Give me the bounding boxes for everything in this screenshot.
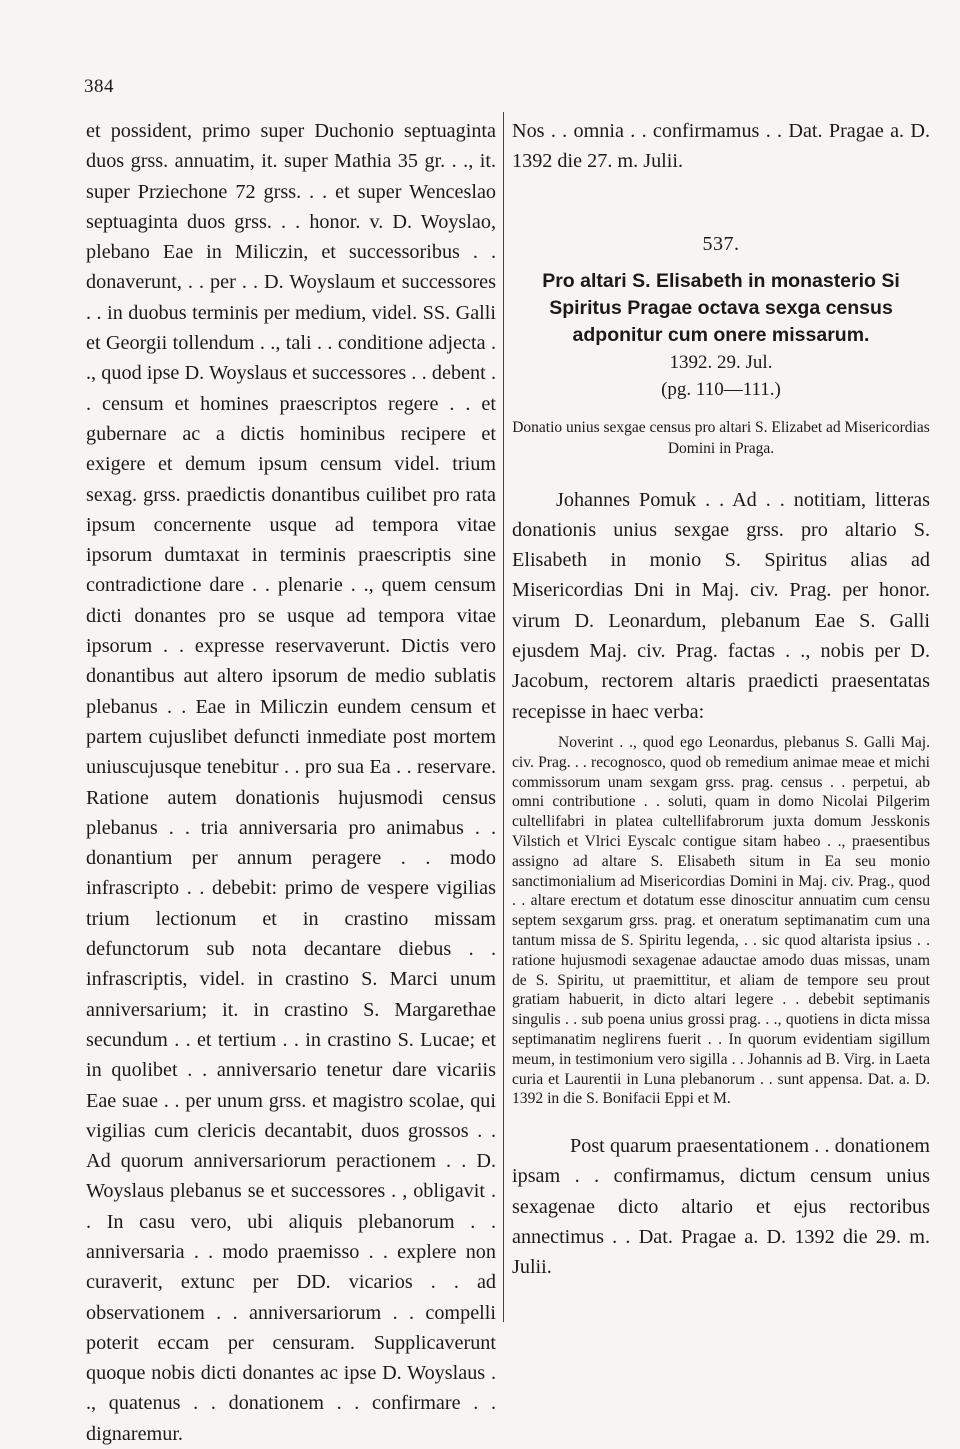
document-intro: Johannes Pomuk . . Ad . . notitiam, litteras donationis unius sexgae grss. pro altario S. Elisabeth in monio S. Spiritus alias ad Misericordias Dni in Maj. civ. Prag. per honor. virum D. Leonardum, plebanum Eae S. Galli ejusdem Maj. civ. Prag. factas . ., nobis per D. Jacobum, rectorem altaris praedicti praesentatas recepisse in haec verba: xyxy=(512,488,930,723)
document-date: 1392. 29. Jul. xyxy=(669,351,773,373)
left-column xyxy=(86,116,496,1449)
document-heading: Pro altari S. Elisabeth in monasterio Si Spiritus Pragae octava sexga census adponitur cum onere missarum. xyxy=(542,269,900,346)
page-number: 384 xyxy=(84,76,114,97)
document-summary: Donatio unius sexgae census pro altari S. Elizabet ad Misericordias Domini in Praga. xyxy=(512,418,930,457)
column-divider xyxy=(503,112,504,1322)
closing-text: Post quarum praesentationem . . donationem ipsam . . confirmamus, dictum censum unius sexagenae dicto altario et ejus rectoribus annectimus . . Dat. Pragae a. D. 1392 die 29. m. Julii. xyxy=(512,1135,930,1279)
right-column xyxy=(512,116,930,1283)
continuation-text: Nos . . omnia . . confirmamus . . Dat. Pragae a. D. 1392 die 27. m. Julii. xyxy=(512,120,930,173)
left-column-text: et possident, primo super Duchonio septuaginta duos grss. annuatim, it. super Mathia 35 gr. . ., it. super Prziechone 72 grss. . . et super Wenceslao septuaginta duos grss. . . honor. v. D. Woyslao, plebano Eae in Miliczin, et successoribus . . donaverunt, . . per . . D. Woyslaum et successores . . in duobus terminis per medium, videl. SS. Galli et Georgii tollendum . ., tali . . conditione adjecta . ., quod ipse D. Woyslaus et successores . . debent . . censum et homines praescriptos regere . . et gubernare ac a dictis hominibus recipere et exigere et demum ipsum censum videl. trium sexag. grss. praedictis donantibus cuilibet pro rata ipsum concernente usque ad tempora vitae ipsorum dumtaxat in terminis praescriptis sine contradictione dare . . plenarie . ., quem censum dicti donantes pro se usque ad tempora vitae ipsorum . . expresse reservaverunt. Dictis vero donantibus aut altero ipsorum de medio sublatis plebanus . . Eae in Miliczin eundem censum et partem cujuslibet defuncti inmediate post mortem uniuscujusque tenebitur . . pro sua Ea . . reservare. Ratione autem donationis hujusmodi census plebanus . . tria anniversaria pro animabus . . donantium per annum peragere . . modo infrascripto . . debebit: primo de vespere vigilias trium lectionum et in crastino missam defunctorum sub nota decantare diebus . . infrascriptis, videl. in crastino S. Marci unum anniversarium; it. in crastino S. Margarethae secundum . . et tertium . . in crastino S. Lucae; et in quolibet . . anniversario tenetur dare vicariis Eae suae . . per unum grss. et magistro scolae, qui vigilias cum clericis decantabit, duos grossos . . Ad quorum anniversariorum peractionem . . D. Woyslaus plebanus se et successores . , obligavit . . In casu vero, ubi aliquis plebanorum . . anniversaria . . modo praemisso . . explere non curaverit, extunc per DD. vicarios . . ad observationem . . anniversariorum . . compelli poterit eccam per censuram. Supplicaverunt quoque nobis dicti donantes ac ipse D. Woyslaus . ., quatenus . . donationem . . confirmare . . dignaremur. xyxy=(86,120,496,1445)
inserted-document: Noverint . ., quod ego Leonardus, plebanus S. Galli Maj. civ. Prag. . . recognosco, quod ob remedium animae meae et michi commissorum unam sexgam grss. prag. census . . perpetui, ab omni contributione . . soluti, quam in domo Nicolai Pilgerim cultellifabri in platea cultellifabrorum juxta domum Jesskonis Vilstich et Vlrici Eyscalc contigue sitam habeo . ., praesentibus assigno ad altare S. Elisabeth situm in Ea seu monio sanctimonialium ad Misericordias Domini in Maj. civ. Prag., quod . . altare erectum et dotatum esse dinoscitur annuatim cum censu septem sexgarum grss. prag. et oneratum septimanatim cum una tantum missa de S. Spiritu legenda, . . sic quod altarista ipsius . . ratione hujusmodi sexagenae adauctae amodo duas missas, unam de S. Spiritu, ut praemittitur, et aliam de tempore seu prout gratiam habuerit, in dicto altari legere . . debebit septimanis singulis . . sub poena unius grossi prag. . ., quotiens in dicta missa septimanatim neglігens fuerit . . In quorum evidentiam sigillum meum, in testimonium vero sigilla . . Johannis ad B. Virg. in Laeta curia et Laurentii in Luna plebanorum . . sunt appensa. Dat. a. D. 1392 in die S. Bonifacii Eppi et M. xyxy=(512,733,930,1108)
document-number: 537. xyxy=(702,232,740,255)
page-reference: (pg. 110—111.) xyxy=(661,378,781,400)
